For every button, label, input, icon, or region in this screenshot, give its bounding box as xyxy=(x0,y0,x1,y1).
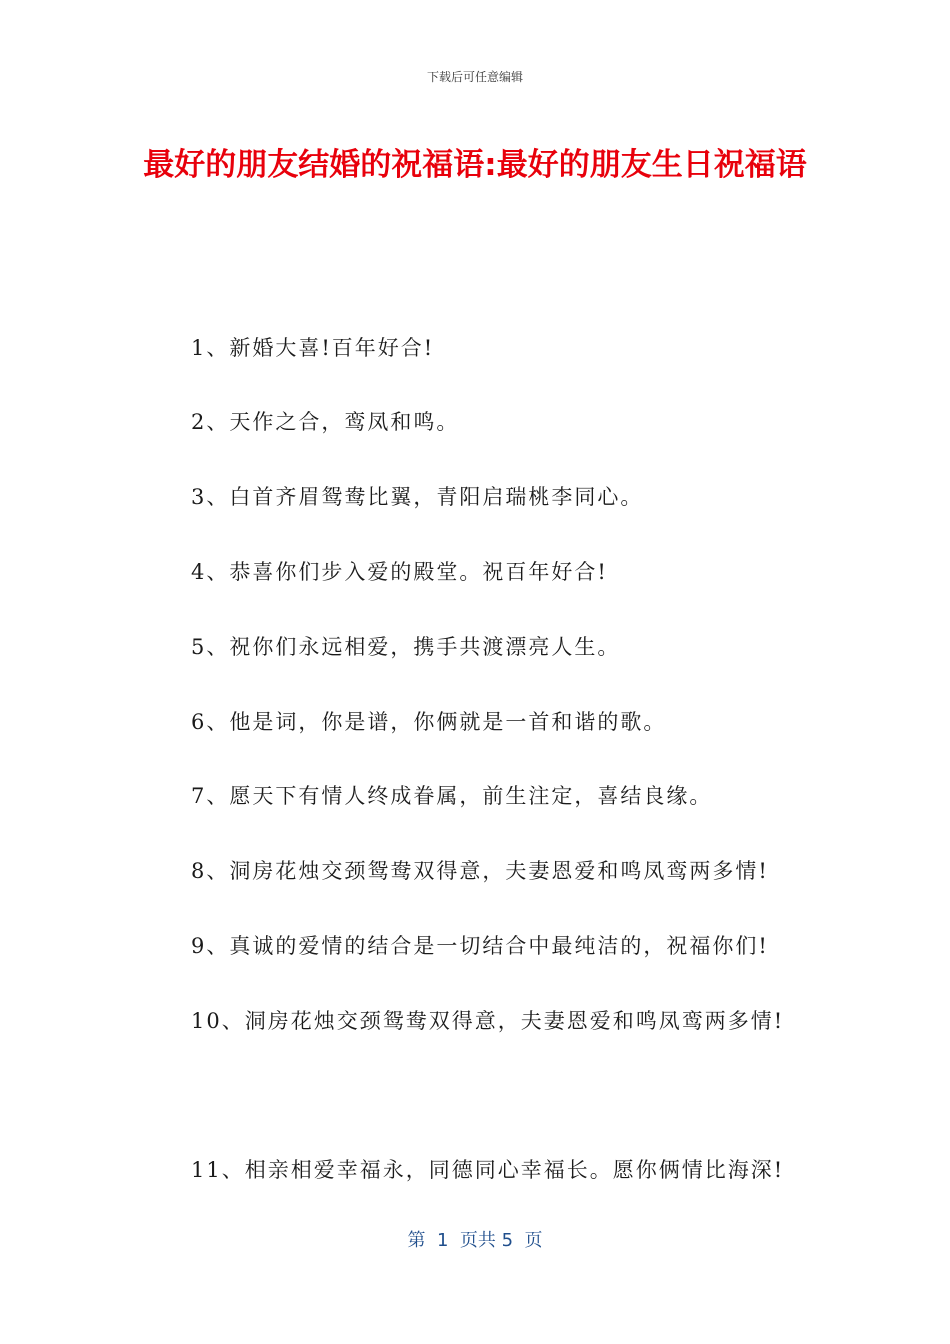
list-item: 8、洞房花烛交颈鸳鸯双得意，夫妻恩爱和鸣凤鸾两多情! xyxy=(191,859,769,883)
list-item: 7、愿天下有情人终成眷属，前生注定，喜结良缘。 xyxy=(191,784,713,808)
list-item: 9、真诚的爱情的结合是一切结合中最纯洁的，祝福你们! xyxy=(191,934,769,958)
list-item: 3、白首齐眉鸳鸯比翼，青阳启瑞桃李同心。 xyxy=(191,485,644,509)
list-item: 2、天作之合，鸾凤和鸣。 xyxy=(191,410,460,434)
list-item: 5、祝你们永远相爱，携手共渡漂亮人生。 xyxy=(191,635,621,659)
page-footer: 第 1 页共 5 页 xyxy=(407,1230,543,1251)
document-title: 最好的朋友结婚的祝福语:最好的朋友生日祝福语 xyxy=(143,147,807,183)
list-item: 6、他是词，你是谱，你俩就是一首和谐的歌。 xyxy=(191,710,667,734)
list-item: 4、恭喜你们步入爱的殿堂。祝百年好合! xyxy=(191,560,608,584)
list-item: 10、洞房花烛交颈鸳鸯双得意，夫妻恩爱和鸣凤鸾两多情! xyxy=(191,1009,785,1033)
header-note: 下载后可任意编辑 xyxy=(426,70,523,84)
list-item: 11、相亲相爱幸福永，同德同心幸福长。愿你俩情比海深! xyxy=(191,1158,785,1182)
list-item: 1、新婚大喜!百年好合! xyxy=(191,336,435,360)
